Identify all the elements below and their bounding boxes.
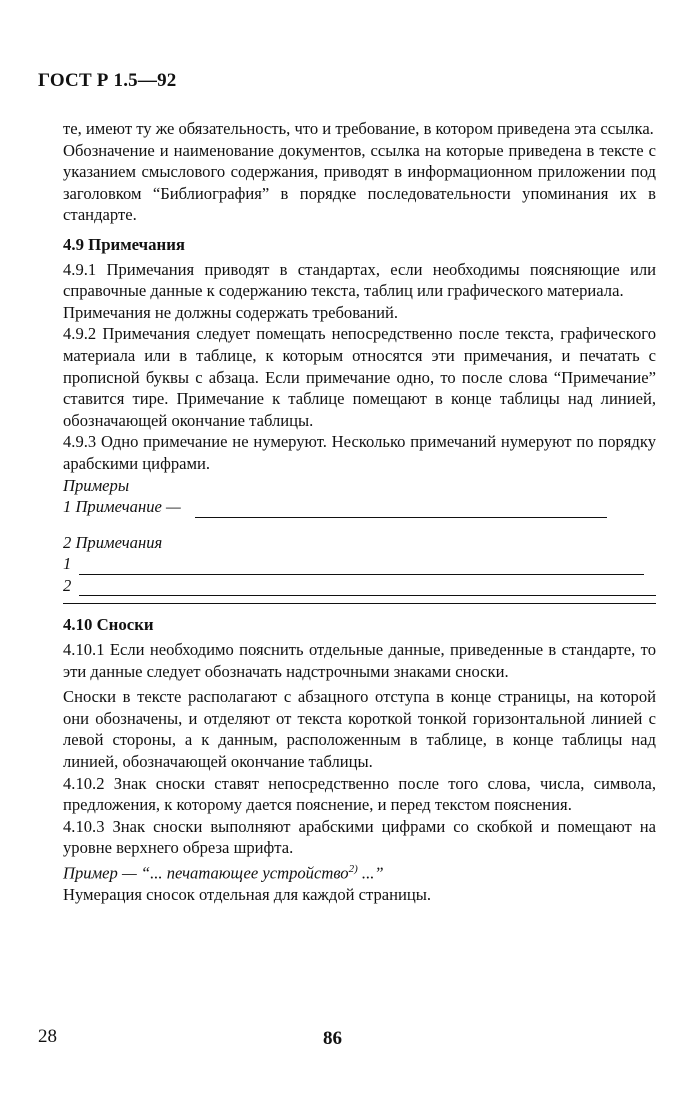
paragraph-last: Нумерация сносок отдельная для каждой страницы.	[63, 885, 432, 905]
paragraph-4-10-3: 4.10.3 Знак сноски выполняют арабскими цифрами со скобкой и помещают на уровне верхнего обреза шрифта.	[63, 816, 656, 858]
footnote-example-tail: ...”	[357, 863, 384, 883]
example-single-note-label: 1 Примечание —	[63, 497, 181, 517]
page-number-center: 86	[323, 1028, 342, 1049]
example-note-number-2: 2	[63, 575, 72, 595]
paragraph-bibliography: Обозначение и наименование документов, ссылка на которые приведена в тексте с указанием смыслового содержания, приводят в информационном приложении под заголовком “Библиография” в порядке последовательности упоминания их в стандарте.	[63, 140, 656, 225]
table-end-rule	[63, 596, 656, 604]
footnote-example-text: Пример — “... печатающее устройство	[63, 863, 349, 883]
section-heading-4-10: 4.10 Сноски	[63, 615, 154, 635]
paragraph-4-9-1: 4.9.1 Примечания приводят в стандартах, если необходимы поясняющие или справочные данные к содержанию текста, таблиц или графического материала.	[63, 259, 656, 301]
paragraph-continuation: те, имеют ту же обязательность, что и требование, в котором приведена эта ссылка.	[63, 119, 654, 138]
document-header: ГОСТ Р 1.5—92	[38, 70, 177, 91]
example-note-line-2	[63, 575, 656, 597]
section-heading-4-9: 4.9 Примечания	[63, 234, 185, 254]
example-note-rule-1	[79, 560, 644, 575]
examples-label: Примеры	[63, 475, 130, 495]
paragraph-4-9-2: 4.9.2 Примечания следует помещать непосредственно после текста, графического материала или в таблице, к которым относятся эти примечания, и печатать с прописной буквы с абзаца. Если примечание одно, то после слова “Примечание” ставится тире. Примечание к таблице помещают в конце таблицы над линией, обозначающей окончание таблицы.	[63, 324, 656, 430]
paragraph-4-10-1-b: Сноски в тексте располагают с абзацного отступа в конце страницы, на которой они обозначены, и отделяют от текста короткой тонкой горизонтальной линией с левой стороны, а к данным, расположенным в таблице, в конце таблицы над линией, обозначающей окончание таблицы.	[63, 687, 656, 772]
example-note-rule-2	[79, 581, 656, 596]
paragraph-4-9-1-b: Примечания не должны содержать требований.	[63, 302, 398, 322]
footnote-example-mark: 2)	[348, 863, 358, 875]
footnote-example	[63, 859, 656, 884]
paragraph-4-10-1: 4.10.1 Если необходимо пояснить отдельные данные, приведенные в стандарте, то эти данные следует обозначать надстрочными знаками сноски.	[63, 640, 656, 681]
paragraph-4-10-2: 4.10.2 Знак сноски ставят непосредственно после того слова, числа, символа, предложения, к которому дается пояснение, и перед текстом пояснения.	[63, 773, 656, 815]
example-single-note	[63, 496, 656, 518]
paragraph-4-9-3: 4.9.3 Одно примечание не нумеруют. Несколько примечаний нумеруют по порядку арабскими цифрами.	[63, 432, 656, 473]
spacer	[63, 518, 656, 532]
example-note-number-1: 1	[63, 554, 72, 574]
example-multi-note-label: 2 Примечания	[63, 532, 163, 552]
page-number-left: 28	[38, 1026, 57, 1047]
document-body	[63, 118, 656, 906]
example-note-line-1	[63, 553, 656, 575]
example-single-note-rule	[195, 503, 607, 518]
